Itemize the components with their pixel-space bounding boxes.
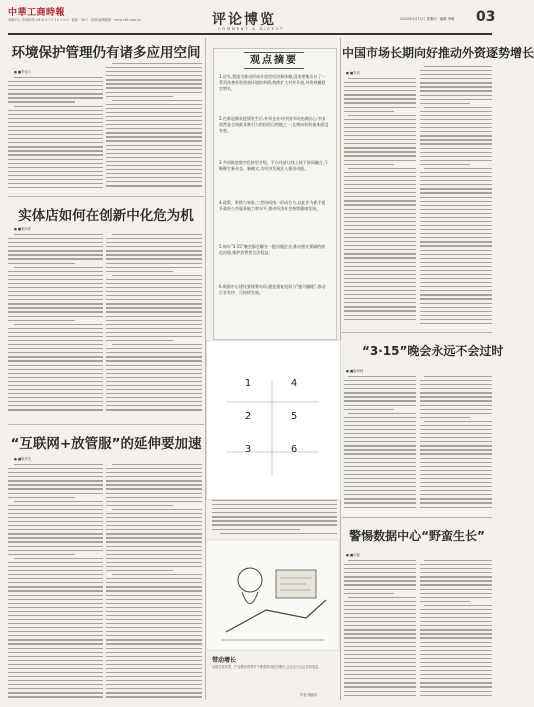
cartoon-caption: 从数字化转型、产业链协同等多个维度带动经济增长,让企业与社会共同受益。 [212, 665, 322, 669]
section-rule [8, 424, 204, 425]
cartoon-author: 作者 胡晓萍 [300, 693, 317, 697]
article-body [106, 464, 202, 700]
section-rule [342, 517, 492, 518]
newspaper-logo: 中華工商時報 [8, 8, 66, 18]
article-body [344, 560, 416, 700]
article-headline: 警惕数据中心“野蛮生长” [349, 529, 485, 543]
cartoon-title: 带动增长 [212, 657, 237, 664]
article-body [420, 376, 492, 512]
article-body [344, 376, 416, 512]
viewpoint-item: 6.数据中心建设要统筹布局,避免重复投资与“跑马圈地”,推动行业有序、可持续发展。 [219, 284, 326, 296]
article-body [212, 500, 337, 536]
article-body [8, 234, 103, 418]
viewpoint-item: 2.在新冠肺炎疫情发生后,外资企业对中国市场充满信心,中国依然是全球最具吸引力的投资目的地之一,长期向好的基本面没有变。 [219, 116, 329, 134]
article-body [420, 560, 492, 700]
illustration-number: 5 [290, 411, 298, 422]
masthead-rule [8, 33, 492, 35]
viewpoint-title: 观点摘要 [244, 52, 304, 69]
section-subtitle: COMMENT & DIGEST [218, 27, 284, 31]
section-rule [8, 196, 204, 197]
illustration-number: 6 [290, 444, 298, 455]
viewpoint-item: 3.共同推进数字化转型升级。平台经济让线上线下协同融合,不断催生新业态、新模式,为经济发展注入强劲动能。 [219, 160, 329, 172]
article-headline: “互联网+放管服”的延伸要加速 [10, 436, 202, 452]
article-headline: 环境保护管理仍有诸多应用空间 [11, 45, 201, 61]
article-headline: 实体店如何在创新中化危为机 [18, 208, 194, 224]
article-byline: ■ ■李庆 [346, 70, 360, 75]
illustration-number: 2 [244, 411, 252, 422]
article-byline: ■ ■张向东 [14, 226, 31, 231]
cartoon-illustration [206, 540, 339, 650]
masthead-info: 采编中心 咨询热线 (010) 5·7 0 1 0 2 0 0 · 值班 · 58·1 · 投稿·编辑邮箱 · www.cbt.com.cn [8, 18, 141, 22]
article-byline: ■ ■宗振 [346, 552, 360, 557]
article-body [420, 66, 492, 328]
viewpoint-item: 4.政策、举措与效果,三者协同统一形成合力,以此作为抓手提升政府公共服务能力和水平,推动经济社会持续健康发展。 [219, 200, 326, 212]
section-rule [342, 332, 492, 333]
viewpoint-item: 5.每年“3·15”晚会都会曝光一批问题企业,推动相关领域的规范治理,维护消费者合法权益。 [219, 244, 326, 256]
viewpoint-item: 1.近年,我国为推动形成开放型经济新体制,国家密集出台了一系列改善外资营商环境的举措,持续扩大对外开放,外资规模稳定增长。 [219, 74, 326, 92]
article-byline: ■ ■陈庆先 [14, 456, 31, 461]
issue-date: 2020年3月12日 星期四 · 编辑 李娜 [400, 17, 455, 21]
article-body [8, 464, 103, 700]
illustration-number: 3 [244, 444, 252, 455]
illustration-number: 4 [290, 378, 298, 389]
section-title: 评论博览 [212, 12, 276, 28]
article-body [106, 234, 202, 418]
article-body [106, 63, 202, 192]
illustration-lines [206, 340, 339, 498]
page-number: 03 [476, 9, 496, 25]
illustration-number: 1 [244, 378, 252, 389]
article-headline: 中国市场长期向好推动外资逐势增长 [342, 46, 534, 60]
article-byline: ■ ■盘和林 [346, 368, 363, 373]
article-body [8, 77, 103, 192]
article-body [344, 78, 416, 328]
article-headline: “3·15”晚会永远不会过时 [362, 344, 504, 358]
article-byline: ■ ■李佳月 [14, 69, 31, 74]
